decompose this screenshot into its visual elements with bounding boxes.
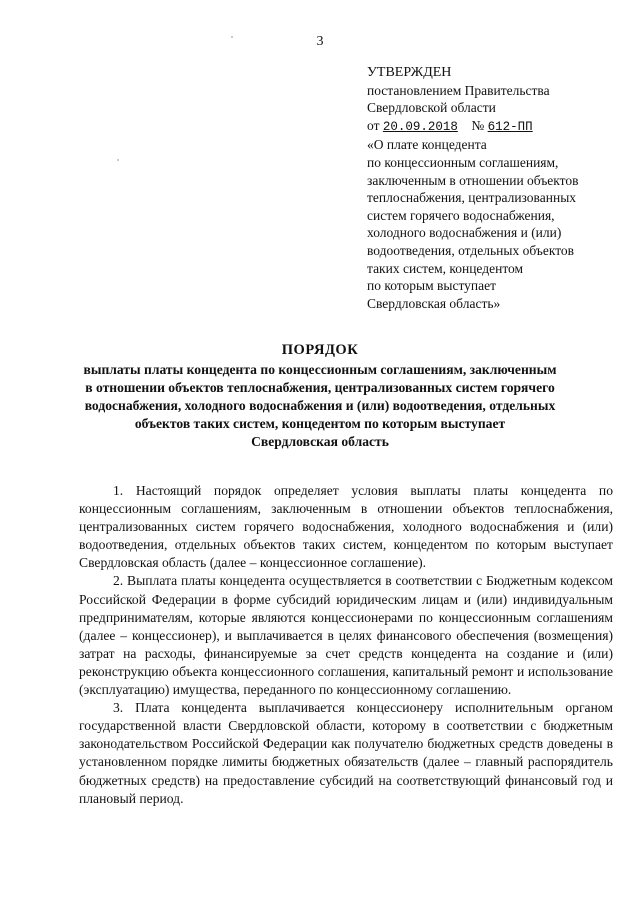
approval-subject-line: «О плате концедента: [367, 137, 487, 153]
paragraph: 2. Выплата платы концедента осуществляется в соответствии с Бюджетным кодексом Российской Федерации в форме субсидий юридическим лицам и (или) индивидуальным предпринимателям, которые являются концессионерами по концессионным соглашениям (далее – концессионер), и выплачивается в целях финансового обеспечения (возмещения) затрат на расходы, финансируемые за счет средств концедента на создание и (или) реконструкцию объекта концессионного соглашения, капитальный ремонт и использование (эксплуатацию) имущества, переданного по концессионному соглашению.: [79, 573, 613, 698]
paragraph: 3. Плата концедента выплачивается концессионеру исполнительным органом государственной власти Свердловской области, которому в соответствии с бюджетным законодательством Российской Федерации как получателю бюджетных средств доведены в установленном порядке лимиты бюджетных обязательств (далее – главный распорядитель бюджетных средств) на предоставление субсидий на соответствующий финансовый год и плановый период.: [79, 700, 613, 806]
document-subtitle-line: выплаты платы концедента по концессионным соглашениям, заключенным: [83, 362, 557, 377]
date-prefix: от: [367, 117, 380, 133]
approval-subject-line: по концессионным соглашениям,: [367, 154, 559, 170]
number-prefix: №: [471, 117, 485, 133]
scan-speck: [231, 36, 233, 38]
approval-issuer: постановлением Правительства: [367, 82, 550, 98]
document-subtitle-line: Свердловская область: [251, 434, 389, 449]
approval-region: Свердловской области: [367, 100, 496, 116]
document-body: [79, 482, 613, 808]
approval-subject: [367, 136, 629, 312]
document-subtitle-line: объектов таких систем, концедентом по которым выступает: [134, 416, 506, 431]
paragraph: 1. Настоящий порядок определяет условия выплаты платы концедента по концессионным соглашениям, заключенным в отношении объектов теплоснабжения, централизованных систем горячего водоснабжения, холодного водоснабжения и (или) водоотведения, отдельных объектов таких систем, концедентом по которым выступает Свердловская область (далее – концессионное соглашение).: [79, 483, 613, 571]
document-subtitle-line: водоснабжения, холодного водоснабжения и (или) водоотведения, отдельных: [84, 398, 556, 413]
approval-subject-line: холодного водоснабжения и (или): [367, 225, 562, 241]
approval-subject-line: заключенным в отношении объектов: [367, 172, 579, 188]
approval-subject-line: систем горячего водоснабжения,: [367, 207, 555, 223]
approval-subject-line: Свердловская область»: [367, 295, 501, 311]
approval-subject-line: теплоснабжения, централизованных: [367, 190, 577, 206]
approval-subject-line: водоотведения, отдельных объектов: [367, 242, 575, 258]
approval-subject-line: таких систем, концедентом: [367, 260, 524, 276]
approval-subject-line: по которым выступает: [367, 278, 497, 294]
approval-stamp: [367, 64, 629, 312]
scan-speck: [117, 159, 119, 161]
document-title-block: [40, 341, 600, 451]
approval-date: 20.09.2018: [382, 119, 458, 134]
document-title: ПОРЯДОК: [281, 342, 359, 358]
document-subtitle-line: в отношении объектов теплоснабжения, централизованных систем горячего: [85, 380, 555, 395]
page-number: 3: [316, 34, 324, 49]
approval-heading: УТВЕРЖДЕН: [367, 65, 452, 80]
approval-date-number: [367, 117, 629, 137]
approval-number: 612-ПП: [487, 119, 533, 134]
